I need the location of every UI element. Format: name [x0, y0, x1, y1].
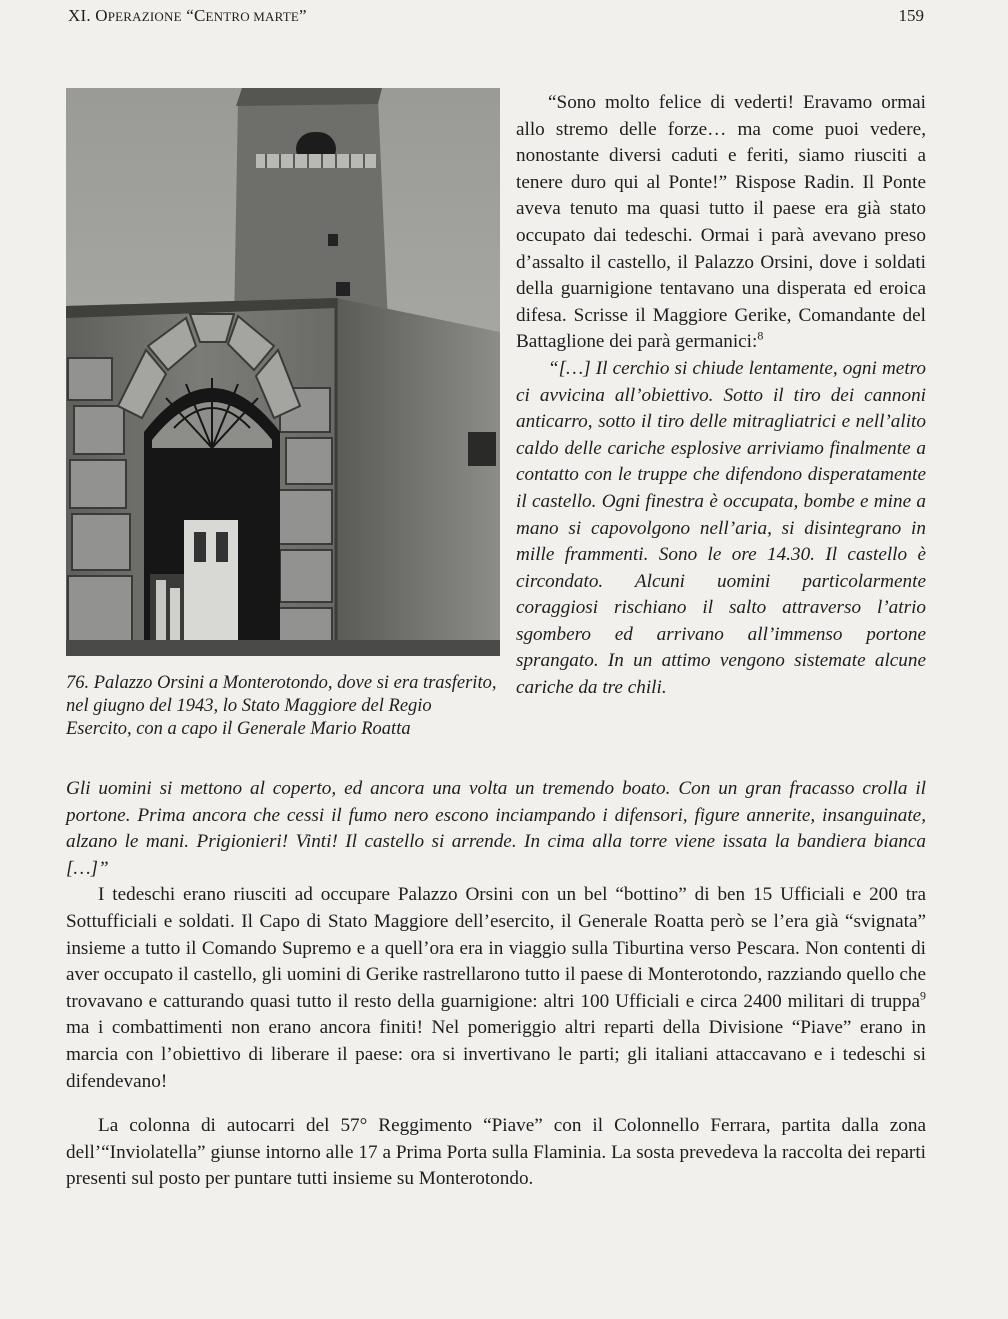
right-text-column	[516, 90, 926, 702]
chapter-quote-open: “	[186, 6, 194, 25]
chapter-rest: PERAZIONE	[107, 9, 182, 24]
page-number: 159	[898, 6, 924, 25]
running-header	[68, 4, 924, 28]
quote-part-1: “[…] Il cerchio si chiude lentamente, ogni metro ci avvicina all’obiettivo. Sotto il tiro dei cannoni anticarro, sotto il tiro delle mitragliatrici e nell’alito caldo delle cariche esplosive arriviamo finalmente a contatto con le truppe che difendono disperatamente il castello. Ogni finestra è occupata, bombe e mine a mano si capovolgono nell’aria, si disintegrano in mille frammenti. Sono le ore 14.30. Il castello è circondato. Alcuni uomini particolarmente coraggiosi rischiano il salto attraverso l’atrio sgombero ed arrivano all’immenso portone sprangato. In un attimo vengono sistemate alcune cariche da tre chili.	[516, 357, 926, 699]
chapter-name-first-letter: C	[193, 6, 206, 25]
full-width-text	[66, 776, 926, 1193]
paragraph-2-text-a: I tedeschi erano riusciti ad occupare Palazzo Orsini con un bel “bottino” di ben 15 Ufficiali e 200 tra Sottufficiali e soldati. Il Capo di Stato Maggiore dell’esercito, il Generale Roatta però se l’era già “svignata” insieme a tutto il Comando Supremo e a quell’ora era in viaggio sulla Tiburtina verso Pescara. Non contenti di aver occupato il castello, gli uomini di Gerike rastrellarono tutto il paese di Monterotondo, razziando quello che trovavano e catturando quasi tutto il resto della guarnigione: altri 100 Ufficiali e circa 2400 militari di truppa	[66, 884, 926, 1012]
chapter-title	[68, 4, 307, 29]
palazzo-orsini-illustration	[66, 88, 500, 656]
figure-caption: 76. Palazzo Orsini a Monterotondo, dove si era trasferito, nel giugno del 1943, lo Stato Maggiore del Regio Esercito, con a capo il Generale Mario Roatta	[66, 673, 497, 739]
chapter-quote-close: ”	[299, 6, 307, 25]
paragraph-2	[66, 882, 926, 1095]
chapter-number: XI.	[68, 6, 91, 25]
paragraph-1	[516, 90, 926, 356]
quote-part-2: Gli uomini si mettono al coperto, ed ancora una volta un tremendo boato. Con un gran fracasso crolla il portone. Prima ancora che cessi il fumo nero escono inciampando i difensori, figure annerite, insanguinate, alzano le mani. Prigionieri! Vinti! Il castello si arrende. In cima alla torre viene issata la bandiera bianca […]”	[66, 778, 926, 879]
footnote-ref-8: 8	[757, 328, 764, 343]
palazzo-orsini-photo	[66, 88, 500, 656]
chapter-first-letter: O	[95, 6, 108, 25]
chapter-name-rest: ENTRO MARTE	[205, 9, 300, 24]
paragraph-2-text-b: ma i combattimenti non erano ancora finiti! Nel pomeriggio altri reparti della Divisione “Piave” erano in marcia con l’obiettivo di liberare il paese: ora si invertivano le parti; gli italiani attaccavano e i tedeschi si difendevano!	[66, 1017, 926, 1092]
paragraph-3: La colonna di autocarri del 57° Reggimento “Piave” con il Colonnello Ferrara, partita dalla zona dell’“Inviolatella” giunse intorno alle 17 a Prima Porta sulla Flaminia. La sosta prevedeva la raccolta dei reparti presenti sul posto per puntare tutti insieme su Monterotondo.	[66, 1115, 926, 1190]
footnote-ref-9: 9	[920, 988, 926, 1003]
paragraph-1-text: “Sono molto felice di vederti! Eravamo ormai allo stremo delle forze… ma come puoi vedere, nonostante diversi caduti e feriti, siamo riusciti a tenere duro qui al Ponte!” Rispose Radin. Il Ponte aveva tenuto ma quasi tutto il paese era già stato occupato dai tedeschi. Ormai i parà avevano preso d’assalto il castello, il Palazzo Orsini, dove i soldati della guarnigione tentavano una disperata ed eroica difesa. Scrisse il Maggiore Gerike, Comandante del Battaglione dei parà germanici:	[516, 92, 926, 353]
